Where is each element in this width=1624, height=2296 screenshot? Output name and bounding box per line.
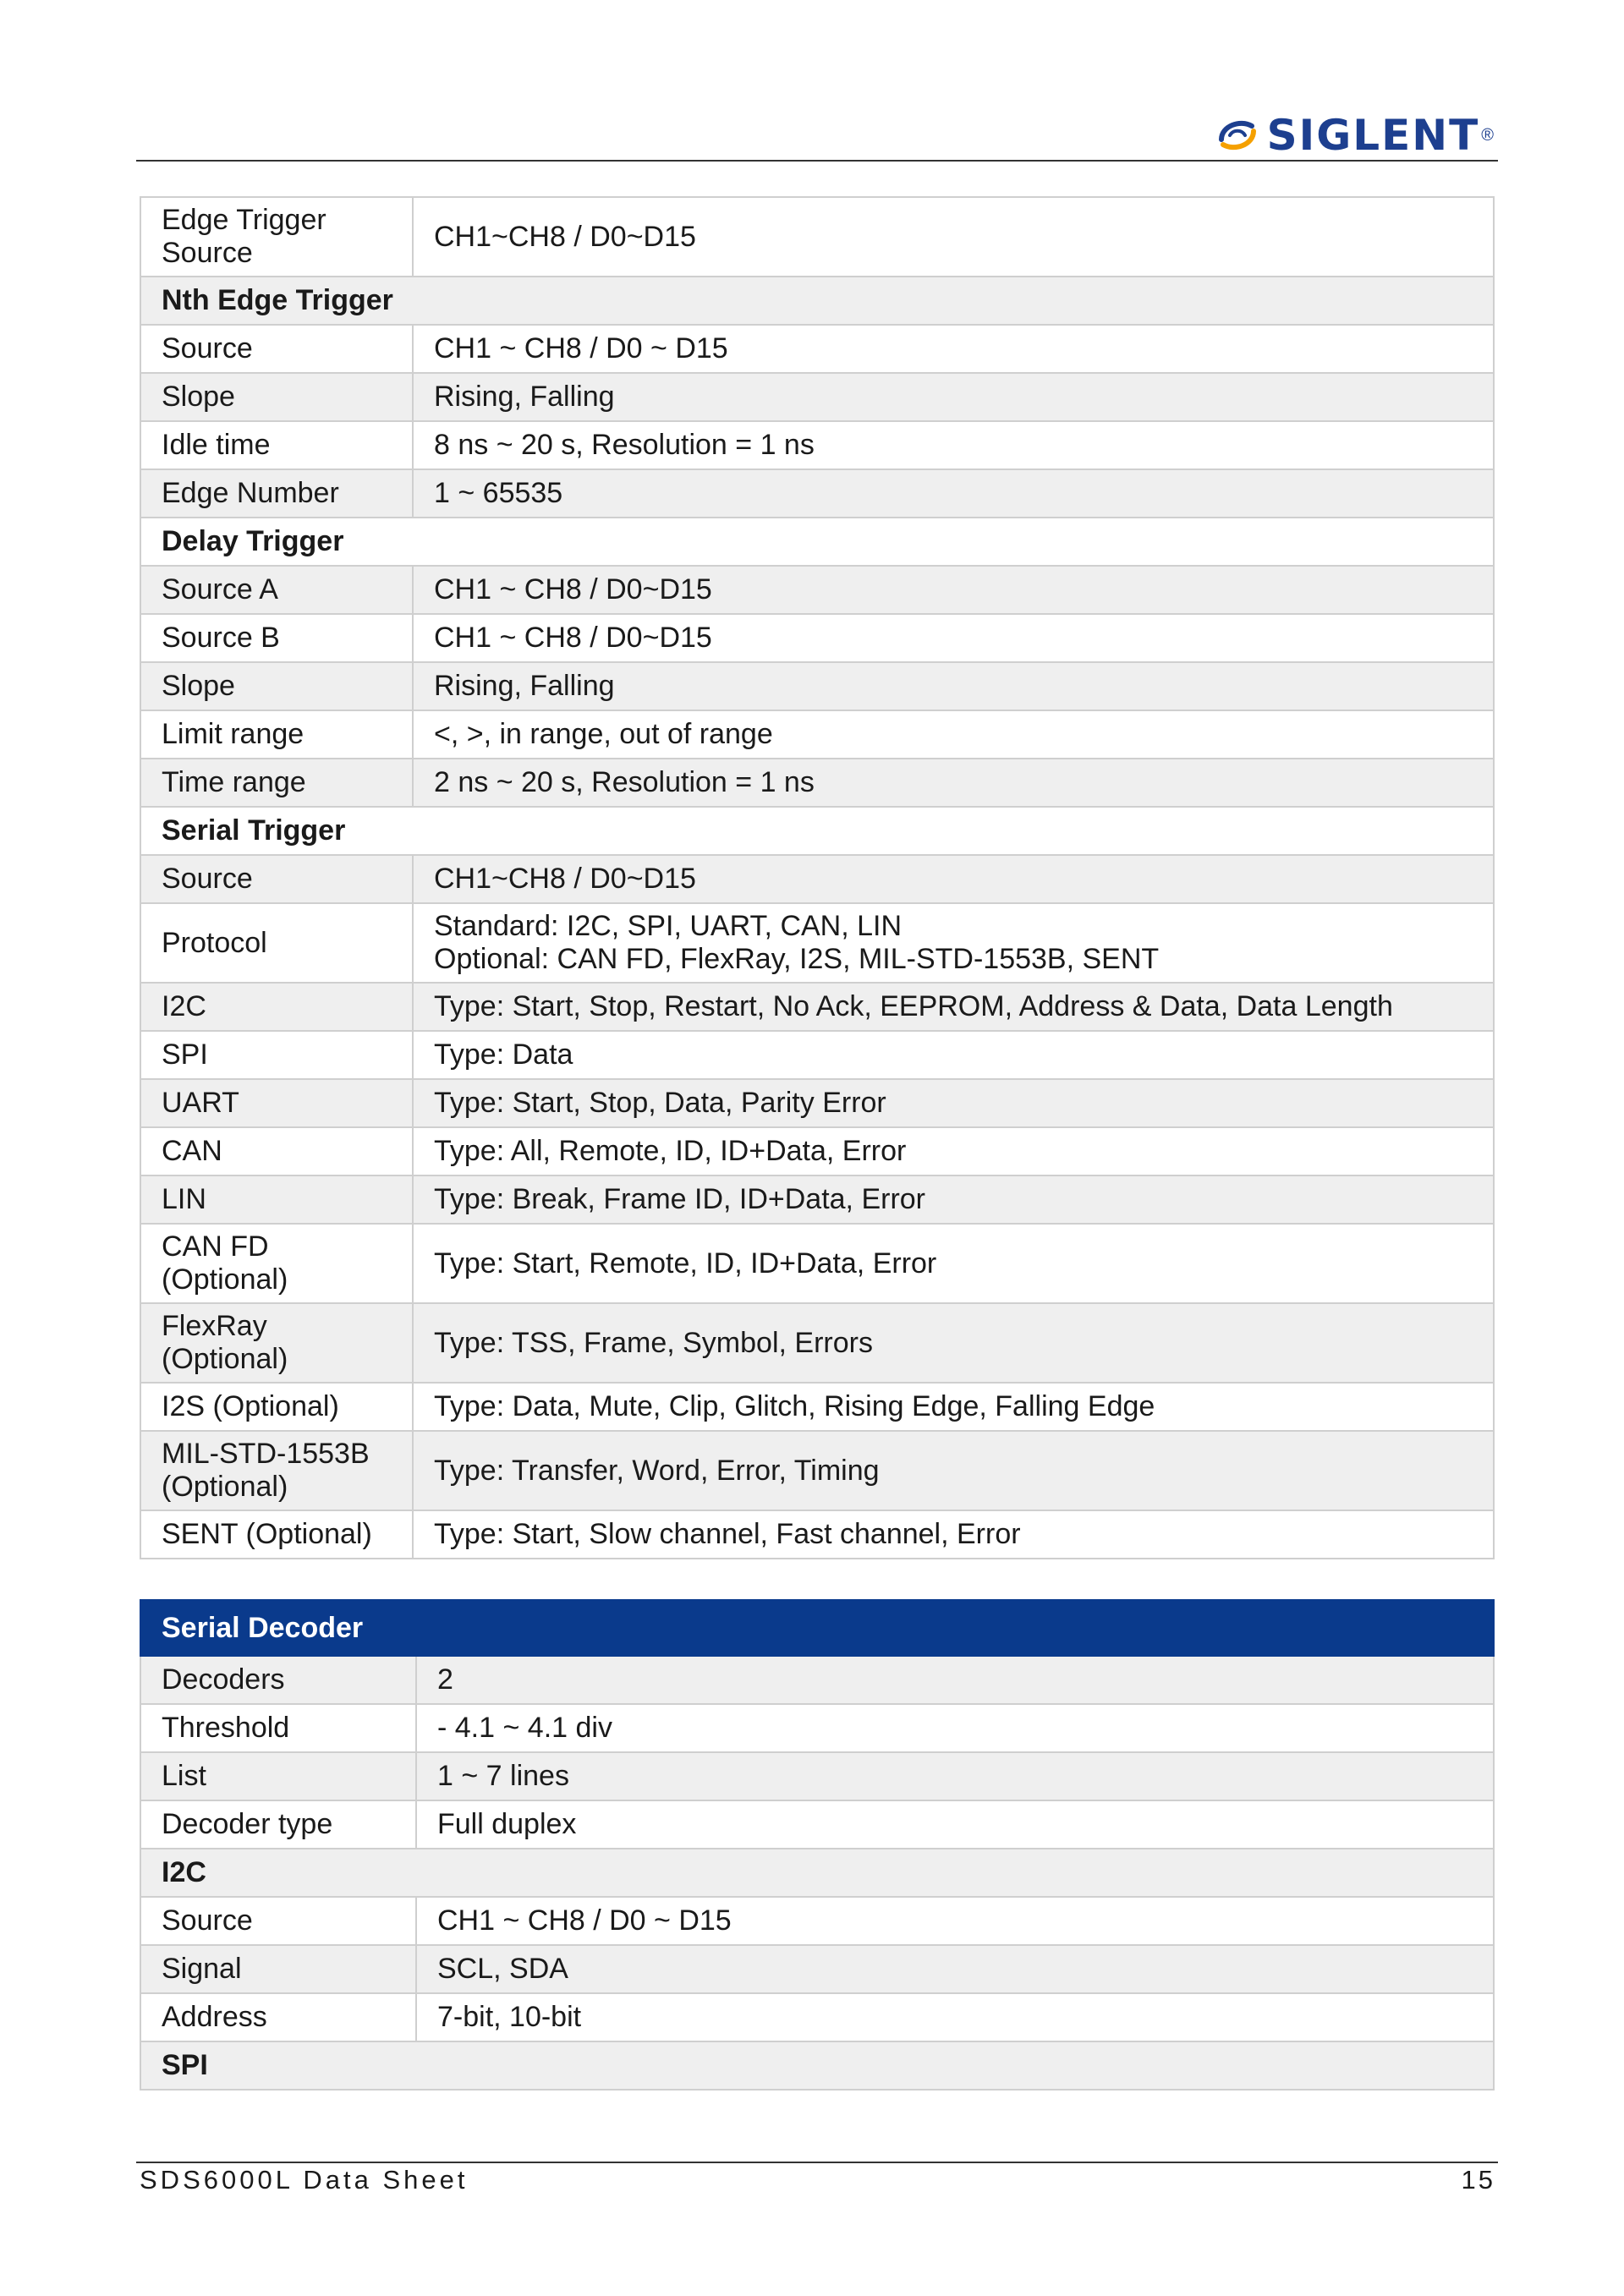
spec-value: 8 ns ~ 20 s, Resolution = 1 ns	[413, 421, 1494, 469]
spec-row	[140, 1431, 1494, 1510]
spec-value: Type: Break, Frame ID, ID+Data, Error	[413, 1175, 1494, 1224]
spec-key: Signal	[140, 1945, 416, 1993]
spec-key-line: (Optional)	[162, 1343, 288, 1375]
section-row	[140, 518, 1494, 566]
spec-row	[140, 1175, 1494, 1224]
spec-key: Slope	[140, 662, 413, 710]
spec-value: 7-bit, 10-bit	[416, 1993, 1494, 2041]
spec-value: CH1 ~ CH8 / D0 ~ D15	[416, 1897, 1494, 1945]
spec-row	[140, 566, 1494, 614]
spec-key: Edge Number	[140, 469, 413, 518]
spec-value	[413, 903, 1494, 983]
serial-decoder-table	[140, 1599, 1495, 2091]
spec-value: CH1~CH8 / D0~D15	[413, 855, 1494, 903]
spec-row	[140, 903, 1494, 983]
section-row	[140, 1849, 1494, 1897]
section-heading: Serial Trigger	[140, 807, 1494, 855]
spec-key: SENT (Optional)	[140, 1510, 413, 1559]
spec-row	[140, 1031, 1494, 1079]
spec-key	[140, 1303, 413, 1383]
spec-value: CH1~CH8 / D0~D15	[413, 197, 1494, 277]
spec-key: Slope	[140, 373, 413, 421]
registered-mark: ®	[1481, 125, 1494, 145]
spec-row	[140, 759, 1494, 807]
spec-value: Type: Start, Stop, Restart, No Ack, EEPROM, Address & Data, Data Length	[413, 983, 1494, 1031]
spec-key: UART	[140, 1079, 413, 1127]
spec-row	[140, 1383, 1494, 1431]
spec-row	[140, 1656, 1494, 1704]
spec-value: 2	[416, 1656, 1494, 1704]
spec-row	[140, 1897, 1494, 1945]
section-heading: SPI	[140, 2041, 1494, 2090]
spec-value: Type: Data	[413, 1031, 1494, 1079]
spec-row	[140, 469, 1494, 518]
spec-row	[140, 197, 1494, 277]
spec-row	[140, 1800, 1494, 1849]
spec-row	[140, 1993, 1494, 2041]
spec-value: CH1 ~ CH8 / D0~D15	[413, 614, 1494, 662]
spec-key: CAN	[140, 1127, 413, 1175]
footer-page-number: 15	[1461, 2165, 1495, 2195]
spec-key-line: (Optional)	[162, 1263, 288, 1296]
spec-key-line: MIL-STD-1553B	[162, 1438, 370, 1470]
spec-value: CH1 ~ CH8 / D0~D15	[413, 566, 1494, 614]
spec-key: Address	[140, 1993, 416, 2041]
spec-key: Source	[140, 325, 413, 373]
spec-key: Limit range	[140, 710, 413, 759]
spec-row	[140, 1303, 1494, 1383]
spec-row	[140, 325, 1494, 373]
spec-value: Type: Transfer, Word, Error, Timing	[413, 1431, 1494, 1510]
spec-key: Decoder type	[140, 1800, 416, 1849]
spec-value: Rising, Falling	[413, 373, 1494, 421]
spec-value: Type: TSS, Frame, Symbol, Errors	[413, 1303, 1494, 1383]
spec-value: Type: Start, Stop, Data, Parity Error	[413, 1079, 1494, 1127]
spec-row	[140, 983, 1494, 1031]
spec-row	[140, 373, 1494, 421]
spec-value: SCL, SDA	[416, 1945, 1494, 1993]
spec-value: Type: Start, Remote, ID, ID+Data, Error	[413, 1224, 1494, 1303]
section-row	[140, 2041, 1494, 2090]
spec-value: - 4.1 ~ 4.1 div	[416, 1704, 1494, 1752]
spec-row	[140, 1127, 1494, 1175]
spec-key-line: Edge Trigger	[162, 204, 326, 236]
spec-key: I2S (Optional)	[140, 1383, 413, 1431]
spec-key	[140, 1431, 413, 1510]
section-row	[140, 807, 1494, 855]
spec-value: Full duplex	[416, 1800, 1494, 1849]
spec-value: 1 ~ 65535	[413, 469, 1494, 518]
spec-key	[140, 197, 413, 277]
spec-row	[140, 421, 1494, 469]
spec-value: <, >, in range, out of range	[413, 710, 1494, 759]
spec-value: Type: All, Remote, ID, ID+Data, Error	[413, 1127, 1494, 1175]
spec-key-line: FlexRay	[162, 1310, 267, 1342]
spec-value-line: Optional: CAN FD, FlexRay, I2S, MIL-STD-1553B, SENT	[434, 943, 1160, 975]
spec-key-line: Source	[162, 237, 253, 269]
section-row	[140, 277, 1494, 325]
spec-row	[140, 710, 1494, 759]
section-heading: Delay Trigger	[140, 518, 1494, 566]
logo-wordmark: SIGLENT	[1266, 111, 1480, 160]
spec-key: Source B	[140, 614, 413, 662]
spec-key: List	[140, 1752, 416, 1800]
spec-value: 1 ~ 7 lines	[416, 1752, 1494, 1800]
spec-row	[140, 855, 1494, 903]
spec-key: Source A	[140, 566, 413, 614]
section-heading: I2C	[140, 1849, 1494, 1897]
spec-value: Rising, Falling	[413, 662, 1494, 710]
footer-rule	[136, 2162, 1498, 2163]
spec-key: Protocol	[140, 903, 413, 983]
spec-value-line: Standard: I2C, SPI, UART, CAN, LIN	[434, 910, 903, 942]
footer-doc-title: SDS6000L Data Sheet	[140, 2165, 469, 2195]
spec-key: SPI	[140, 1031, 413, 1079]
spec-key-line: CAN FD	[162, 1230, 269, 1263]
spec-key	[140, 1224, 413, 1303]
spec-row	[140, 1704, 1494, 1752]
header-rule	[136, 160, 1498, 162]
spec-value: Type: Data, Mute, Clip, Glitch, Rising Edge, Falling Edge	[413, 1383, 1494, 1431]
spec-row	[140, 614, 1494, 662]
spec-key: LIN	[140, 1175, 413, 1224]
spec-key: Idle time	[140, 421, 413, 469]
spec-key-line: (Optional)	[162, 1471, 288, 1503]
spec-row	[140, 1510, 1494, 1559]
serial-decoder-title: Serial Decoder	[140, 1600, 1494, 1656]
spec-value: 2 ns ~ 20 s, Resolution = 1 ns	[413, 759, 1494, 807]
spec-key: Decoders	[140, 1656, 416, 1704]
siglent-logo	[1215, 108, 1494, 162]
spec-key: Threshold	[140, 1704, 416, 1752]
spec-row	[140, 1079, 1494, 1127]
spec-value: CH1 ~ CH8 / D0 ~ D15	[413, 325, 1494, 373]
spec-key: Time range	[140, 759, 413, 807]
spec-key: Source	[140, 1897, 416, 1945]
spec-row	[140, 1224, 1494, 1303]
trigger-spec-table	[140, 196, 1495, 1559]
siglent-swirl-icon	[1215, 114, 1260, 156]
spec-key: Source	[140, 855, 413, 903]
spec-row	[140, 1945, 1494, 1993]
section-heading: Nth Edge Trigger	[140, 277, 1494, 325]
serial-decoder-header-row	[140, 1600, 1494, 1656]
spec-row	[140, 1752, 1494, 1800]
spec-row	[140, 662, 1494, 710]
spec-key: I2C	[140, 983, 413, 1031]
spec-value: Type: Start, Slow channel, Fast channel, Error	[413, 1510, 1494, 1559]
